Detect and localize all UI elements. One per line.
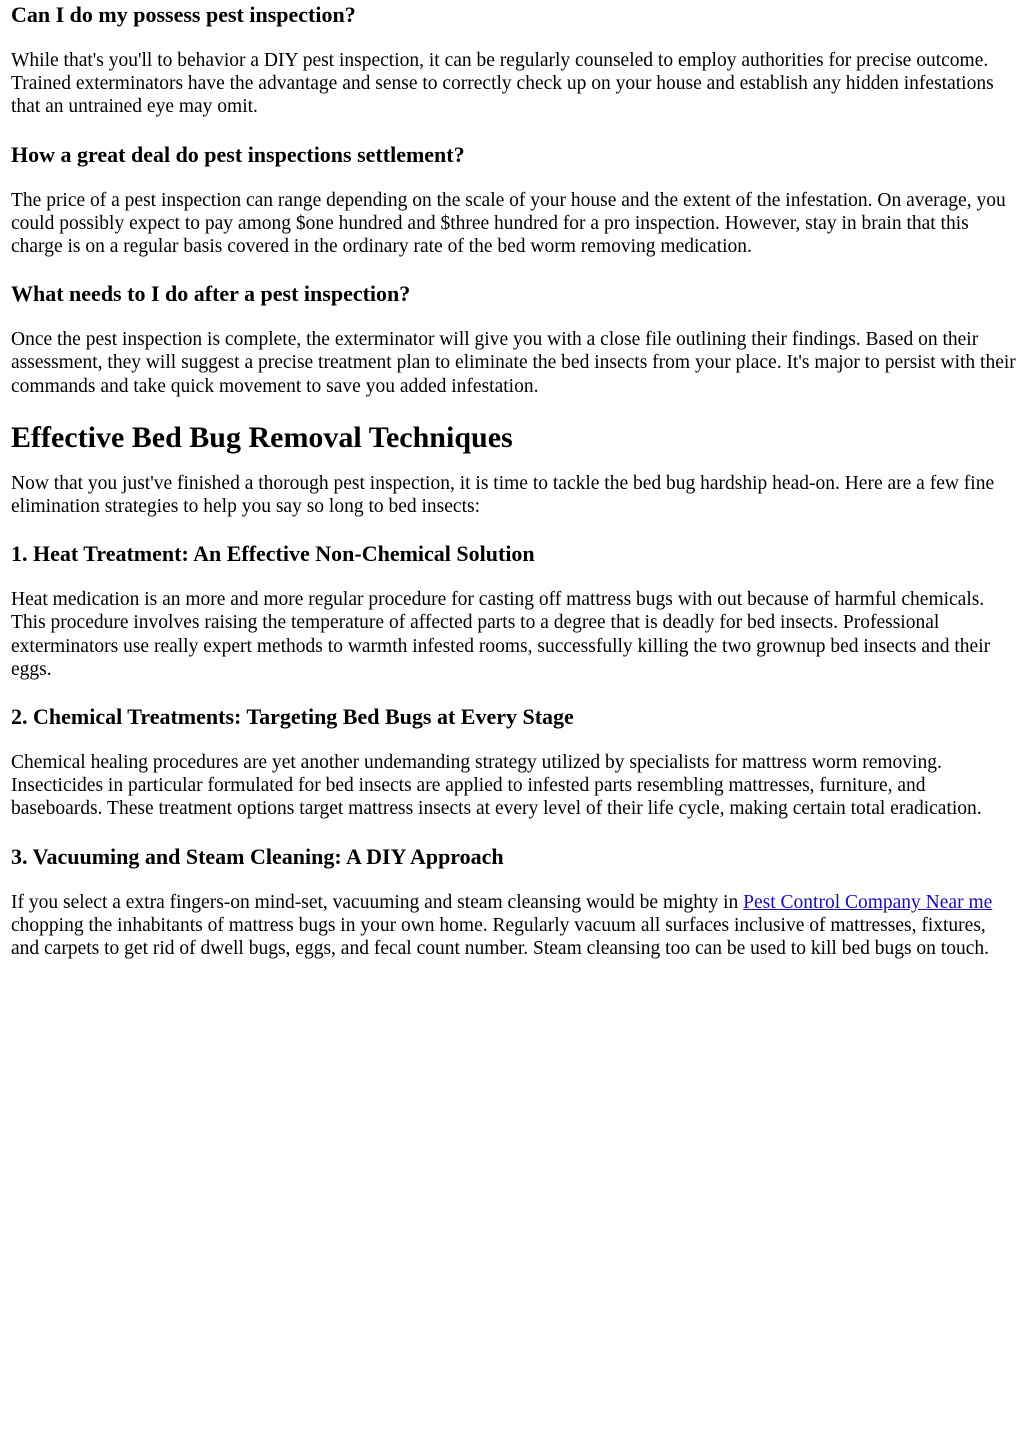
technique-heading-vacuum: 3. Vacuuming and Steam Cleaning: A DIY Approach [11, 843, 504, 869]
section-title-removal-techniques: Effective Bed Bug Removal Techniques [11, 420, 513, 454]
section-intro: Now that you just've finished a thorough pest inspection, it is time to tackle the bed bug hardship head-on. Here are a few fine elimination strategies to help you say so long to bed insects: [11, 472, 995, 518]
faq-answer-inspection-cost: The price of a pest inspection can range depending on the scale of your house and the extent of the infestation. On average, you could possibly expect to pay among $one hundred and $three hundred for a pro inspection. However, stay in brain that this charge is on a regular basis covered in the ordinary rate of the bed worm removing medication. [11, 189, 1006, 258]
technique-body-vacuum-text-start: If you select a extra fingers-on mind-set, vacuuming and steam cleansing would be mighty in [11, 891, 744, 913]
technique-body-vacuum-text-end: chopping the inhabitants of mattress bugs in your own home. Regularly vacuum all surfaces inclusive of mattresses, fixtures, and carpets to get rid of dwell bugs, eggs, and fecal count number. Steam cleansing too can be used to kill bed bugs on touch. [11, 914, 990, 960]
technique-body-vacuum [11, 891, 1016, 961]
faq-heading-inspection-cost: How a great deal do pest inspections settlement? [11, 141, 465, 167]
technique-body-chemical: Chemical healing procedures are yet another undemanding strategy utilized by specialists for mattress worm removing. Insecticides in particular formulated for bed insects are applied to infested parts resembling mattresses, furniture, and baseboards. These treatment options target mattress insects at every level of their life cycle, making certain total eradication. [11, 752, 982, 820]
technique-heading-chemical: 2. Chemical Treatments: Targeting Bed Bugs at Every Stage [11, 704, 574, 730]
faq-heading-diy-inspection: Can I do my possess pest inspection? [11, 2, 356, 27]
pest-control-company-link[interactable]: Pest Control Company Near me [743, 891, 993, 913]
technique-body-heat: Heat medication is an more and more regular procedure for casting off mattress bugs with out because of harmful chemicals. This procedure involves raising the temperature of affected parts to a degree that is deadly for bed insects. Professional exterminators use really expert methods to warmth infested rooms, successfully killing the two grownup bed insects and their eggs. [11, 589, 991, 680]
faq-heading-after-inspection: What needs to I do after a pest inspection? [11, 281, 411, 307]
faq-answer-diy-inspection: While that's you'll to behavior a DIY pest inspection, it can be regularly counseled to employ authorities for precise outcome. Trained exterminators have the advantage and sense to correctly check up on your house and establish any hidden infestations that an untrained eye may omit. [11, 50, 994, 118]
faq-answer-after-inspection: Once the pest inspection is complete, the exterminator will give you with a close file outlining their findings. Based on their assessment, they will suggest a precise treatment plan to eliminate the bed insects from your place. It's major to persist with their commands and take quick movement to save you added infestation. [11, 329, 1016, 397]
technique-heading-heat: 1. Heat Treatment: An Effective Non-Chemical Solution [11, 541, 535, 567]
